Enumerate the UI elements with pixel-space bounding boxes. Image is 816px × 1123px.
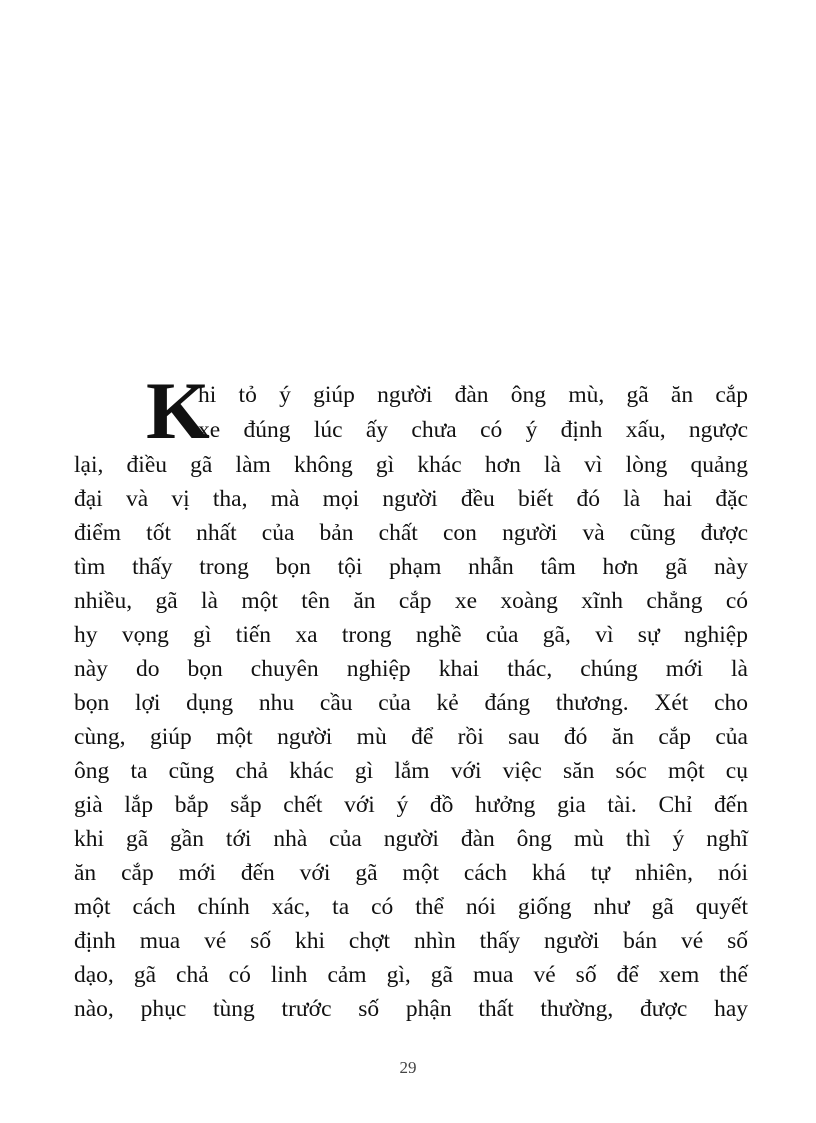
text-line: định mua vé số khi chợt nhìn thấy người bán vé số [74, 928, 748, 954]
page-number: 29 [399, 1058, 417, 1077]
text-line: già lắp bắp sắp chết với ý đồ hưởng gia tài. Chỉ đến [74, 792, 748, 818]
text-line: nào, phục tùng trước số phận thất thường, được hay [74, 996, 748, 1022]
text-line: ông ta cũng chả khác gì lắm với việc săn sóc một cụ [74, 758, 748, 784]
text-line: lại, điều gã làm không gì khác hơn là vì lòng quảng [74, 452, 748, 478]
text-line: nhiều, gã là một tên ăn cắp xe xoàng xĩnh chẳng có [74, 588, 748, 614]
text-line: đại và vị tha, mà mọi người đều biết đó là hai đặc [74, 486, 748, 512]
text-line: bọn lợi dụng nhu cầu của kẻ đáng thương. Xét cho [74, 690, 748, 716]
text-line: tìm thấy trong bọn tội phạm nhẫn tâm hơn gã này [74, 554, 748, 580]
text-line: hy vọng gì tiến xa trong nghề của gã, vì sự nghiệp [74, 622, 748, 648]
text-line: khi gã gần tới nhà của người đàn ông mù thì ý nghĩ [74, 826, 748, 852]
text-line: hi tỏ ý giúp người đàn ông mù, gã ăn cắp [198, 382, 748, 408]
text-line: điểm tốt nhất của bản chất con người và cũng được [74, 520, 748, 546]
text-line: dạo, gã chả có linh cảm gì, gã mua vé số để xem thế [74, 962, 748, 988]
text-line: xe đúng lúc ấy chưa có ý định xấu, ngược [198, 417, 748, 443]
drop-cap: K [146, 365, 210, 456]
text-line: ăn cắp mới đến với gã một cách khá tự nhiên, nói [74, 860, 748, 886]
text-line: này do bọn chuyên nghiệp khai thác, chúng mới là [74, 656, 748, 682]
text-line: cùng, giúp một người mù để rồi sau đó ăn cắp của [74, 724, 748, 750]
text-line: một cách chính xác, ta có thể nói giống như gã quyết [74, 894, 748, 920]
